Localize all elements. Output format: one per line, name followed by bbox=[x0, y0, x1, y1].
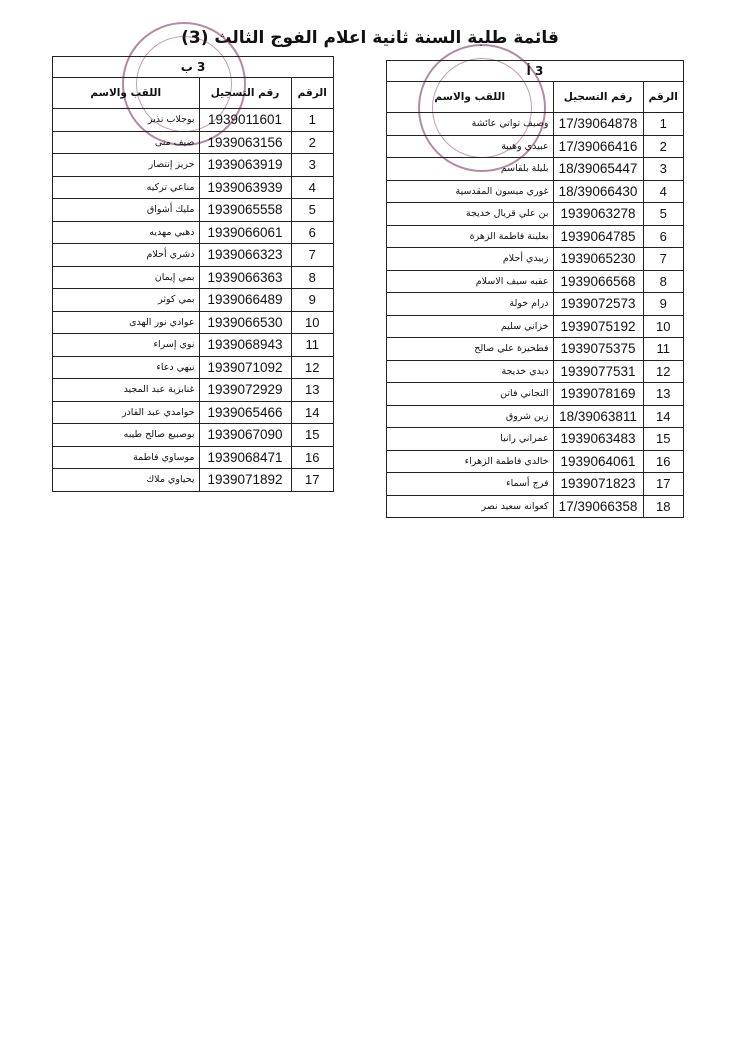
student-name: التجاني فاتن bbox=[387, 383, 553, 406]
header-registration: رقم التسجيل bbox=[553, 82, 643, 113]
table-row bbox=[53, 424, 333, 447]
student-name: حريز إنتصار bbox=[53, 154, 199, 177]
registration-number: 1939068943 bbox=[199, 334, 291, 357]
student-name: يحياوي ملاك bbox=[53, 469, 199, 491]
row-number: 15 bbox=[643, 428, 683, 451]
registration-number: 1939063483 bbox=[553, 428, 643, 451]
student-name: غوري ميسون المقدسية bbox=[387, 180, 553, 203]
table-row bbox=[387, 450, 683, 473]
registration-number: 1939064061 bbox=[553, 450, 643, 473]
table-row bbox=[387, 135, 683, 158]
row-number: 15 bbox=[291, 424, 333, 447]
table-row bbox=[53, 109, 333, 132]
table-row bbox=[387, 405, 683, 428]
registration-number: 1939066489 bbox=[199, 289, 291, 312]
table-row bbox=[387, 203, 683, 226]
header-registration: رقم التسجيل bbox=[199, 78, 291, 109]
row-number: 16 bbox=[291, 446, 333, 469]
registration-number: 1939065558 bbox=[199, 199, 291, 222]
group-label: 3 أ bbox=[387, 61, 683, 82]
registration-number: 1939071892 bbox=[199, 469, 291, 491]
row-number: 7 bbox=[643, 248, 683, 271]
registration-number: 1939067090 bbox=[199, 424, 291, 447]
row-number: 16 bbox=[643, 450, 683, 473]
student-name: زبيدي أحلام bbox=[387, 248, 553, 271]
student-name: فطحيزة علي صالح bbox=[387, 338, 553, 361]
registration-number: 1939063939 bbox=[199, 176, 291, 199]
student-name: حوامدي عبد القادر bbox=[53, 401, 199, 424]
table-row bbox=[387, 180, 683, 203]
student-name: خالدي فاطمة الزهراء bbox=[387, 450, 553, 473]
row-number: 3 bbox=[291, 154, 333, 177]
header-number: الرقم bbox=[291, 78, 333, 109]
row-number: 13 bbox=[291, 379, 333, 402]
row-number: 17 bbox=[291, 469, 333, 491]
student-name: بوصبيع صالح طيبه bbox=[53, 424, 199, 447]
students-table bbox=[53, 78, 333, 491]
registration-number: 1939077531 bbox=[553, 360, 643, 383]
table-row bbox=[53, 244, 333, 267]
student-name: عقبه سيف الاسلام bbox=[387, 270, 553, 293]
row-number: 5 bbox=[643, 203, 683, 226]
group-label: 3 ب bbox=[53, 57, 333, 78]
student-name: نيهي دعاء bbox=[53, 356, 199, 379]
row-number: 10 bbox=[643, 315, 683, 338]
row-number: 14 bbox=[643, 405, 683, 428]
registration-number: 1939078169 bbox=[553, 383, 643, 406]
student-name: بمي إيمان bbox=[53, 266, 199, 289]
table-header-row bbox=[53, 78, 333, 109]
registration-number: 1939065230 bbox=[553, 248, 643, 271]
student-name: بن علي قريال خديجة bbox=[387, 203, 553, 226]
registration-number: 17/39066358 bbox=[553, 495, 643, 517]
table-row bbox=[53, 401, 333, 424]
student-name: دشري أحلام bbox=[53, 244, 199, 267]
student-name: غنابزية عبد المجيد bbox=[53, 379, 199, 402]
registration-number: 1939064785 bbox=[553, 225, 643, 248]
table-row bbox=[53, 221, 333, 244]
table-row bbox=[53, 356, 333, 379]
student-name: مناعي تركيه bbox=[53, 176, 199, 199]
registration-number: 1939071092 bbox=[199, 356, 291, 379]
registration-number: 1939072573 bbox=[553, 293, 643, 316]
table-row bbox=[53, 469, 333, 491]
registration-number: 1939011601 bbox=[199, 109, 291, 132]
row-number: 8 bbox=[291, 266, 333, 289]
table-row bbox=[387, 495, 683, 517]
student-name: كعوانه سعيد نصر bbox=[387, 495, 553, 517]
row-number: 11 bbox=[643, 338, 683, 361]
student-name: درام خولة bbox=[387, 293, 553, 316]
row-number: 6 bbox=[643, 225, 683, 248]
row-number: 6 bbox=[291, 221, 333, 244]
row-number: 13 bbox=[643, 383, 683, 406]
student-name: زين شروق bbox=[387, 405, 553, 428]
registration-number: 17/39066416 bbox=[553, 135, 643, 158]
row-number: 1 bbox=[291, 109, 333, 132]
page-title: قائمة طلبة السنة ثانية اعلام الفوج الثالث (3) bbox=[181, 28, 559, 48]
student-name: مليك أشواق bbox=[53, 199, 199, 222]
registration-number: 1939063919 bbox=[199, 154, 291, 177]
student-name: موساوي فاطمة bbox=[53, 446, 199, 469]
row-number: 4 bbox=[643, 180, 683, 203]
row-number: 9 bbox=[643, 293, 683, 316]
student-name: ذهبي مهديه bbox=[53, 221, 199, 244]
table-row bbox=[387, 338, 683, 361]
row-number: 4 bbox=[291, 176, 333, 199]
registration-number: 1939066363 bbox=[199, 266, 291, 289]
student-name: خزاني سليم bbox=[387, 315, 553, 338]
table-row bbox=[53, 154, 333, 177]
registration-number: 1939063278 bbox=[553, 203, 643, 226]
row-number: 12 bbox=[643, 360, 683, 383]
table-row bbox=[387, 315, 683, 338]
registration-number: 1939071823 bbox=[553, 473, 643, 496]
registration-number: 1939075375 bbox=[553, 338, 643, 361]
table-row bbox=[387, 428, 683, 451]
student-name: عوادي نور الهدى bbox=[53, 311, 199, 334]
group-table-3b bbox=[52, 56, 334, 492]
registration-number: 1939068471 bbox=[199, 446, 291, 469]
table-row bbox=[387, 293, 683, 316]
registration-number: 1939065466 bbox=[199, 401, 291, 424]
table-row bbox=[387, 270, 683, 293]
registration-number: 17/39064878 bbox=[553, 113, 643, 136]
registration-number: 18/39063811 bbox=[553, 405, 643, 428]
table-row bbox=[387, 383, 683, 406]
student-name: عبيدي وهيبة bbox=[387, 135, 553, 158]
row-number: 18 bbox=[643, 495, 683, 517]
registration-number: 1939063156 bbox=[199, 131, 291, 154]
registration-number: 18/39066430 bbox=[553, 180, 643, 203]
row-number: 14 bbox=[291, 401, 333, 424]
table-row bbox=[387, 113, 683, 136]
table-row bbox=[53, 379, 333, 402]
table-row bbox=[387, 248, 683, 271]
table-row bbox=[53, 131, 333, 154]
table-row bbox=[387, 225, 683, 248]
row-number: 7 bbox=[291, 244, 333, 267]
table-row bbox=[53, 446, 333, 469]
student-name: عمراني رانيا bbox=[387, 428, 553, 451]
students-table bbox=[387, 82, 683, 517]
row-number: 9 bbox=[291, 289, 333, 312]
table-row bbox=[53, 176, 333, 199]
registration-number: 18/39065447 bbox=[553, 158, 643, 181]
student-name: ديدي خديجة bbox=[387, 360, 553, 383]
student-name: فرج أسماء bbox=[387, 473, 553, 496]
registration-number: 1939072929 bbox=[199, 379, 291, 402]
table-row bbox=[387, 158, 683, 181]
table-header-row bbox=[387, 82, 683, 113]
registration-number: 1939066568 bbox=[553, 270, 643, 293]
table-row bbox=[53, 289, 333, 312]
row-number: 17 bbox=[643, 473, 683, 496]
row-number: 3 bbox=[643, 158, 683, 181]
table-row bbox=[387, 473, 683, 496]
row-number: 2 bbox=[643, 135, 683, 158]
registration-number: 1939066530 bbox=[199, 311, 291, 334]
student-name: بوجلاب نذير bbox=[53, 109, 199, 132]
row-number: 5 bbox=[291, 199, 333, 222]
student-name: بمي كوثر bbox=[53, 289, 199, 312]
row-number: 11 bbox=[291, 334, 333, 357]
table-row bbox=[53, 266, 333, 289]
registration-number: 1939075192 bbox=[553, 315, 643, 338]
row-number: 2 bbox=[291, 131, 333, 154]
row-number: 10 bbox=[291, 311, 333, 334]
student-name: نوي إسراء bbox=[53, 334, 199, 357]
table-row bbox=[387, 360, 683, 383]
registration-number: 1939066061 bbox=[199, 221, 291, 244]
row-number: 12 bbox=[291, 356, 333, 379]
table-row bbox=[53, 311, 333, 334]
student-name: وصيف تواتي عائشة bbox=[387, 113, 553, 136]
header-number: الرقم bbox=[643, 82, 683, 113]
header-name: اللقب والاسم bbox=[53, 78, 199, 109]
table-row bbox=[53, 334, 333, 357]
student-name: بعلينة فاطمة الزهرة bbox=[387, 225, 553, 248]
table-row bbox=[53, 199, 333, 222]
student-name: بليلة بلقاسم bbox=[387, 158, 553, 181]
row-number: 8 bbox=[643, 270, 683, 293]
registration-number: 1939066323 bbox=[199, 244, 291, 267]
group-table-3a bbox=[386, 60, 684, 518]
row-number: 1 bbox=[643, 113, 683, 136]
header-name: اللقب والاسم bbox=[387, 82, 553, 113]
student-name: ضيف منى bbox=[53, 131, 199, 154]
